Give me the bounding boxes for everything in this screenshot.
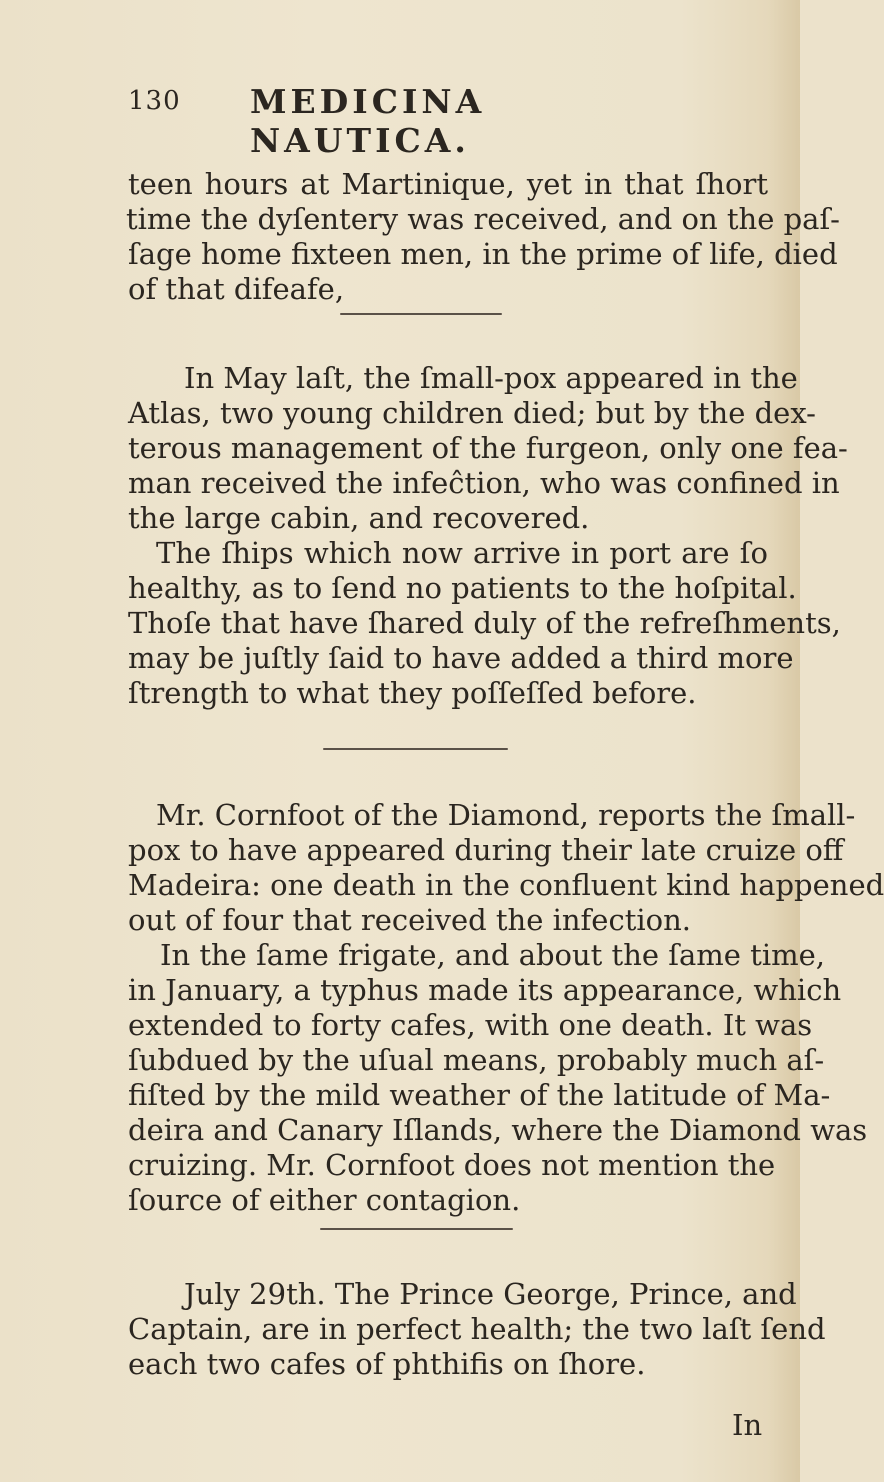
catchword: In [732, 1408, 763, 1442]
paragraph-prince-george [128, 1277, 826, 1382]
text-line: ſage home fixteen men, in the prime of life, died [128, 237, 838, 271]
text-line: fiſted by the mild weather of the latitude of Ma- [128, 1078, 831, 1112]
text-line: time the dyſentery was received, and on the paſ- [126, 202, 840, 236]
text-line: Mr. Cornfoot of the Diamond, reports the ſmall- [156, 798, 856, 832]
text-line: ſource of either contagion. [128, 1183, 521, 1217]
text-line: pox to have appeared during their late cruize off [128, 833, 844, 867]
text-line: In May laſt, the ſmall-pox appeared in the [184, 361, 798, 395]
running-title: MEDICINA NAUTICA. [250, 82, 486, 160]
text-line: In the ſame frigate, and about the ſame time, [160, 938, 825, 972]
text-line: terous management of the furgeon, only one fea- [128, 431, 848, 465]
text-line: ſtrength to what they poſſeſſed before. [128, 676, 697, 710]
text-line: man received the infeĉtion, who was confined in [128, 466, 840, 500]
paragraph-ships-healthy [128, 536, 841, 711]
text-line: each two cafes of phthifis on ſhore. [128, 1347, 646, 1381]
text-line: Atlas, two young children died; but by the dex- [128, 396, 816, 430]
text-line: Thoſe that have ſhared duly of the refreſhments, [128, 606, 841, 640]
text-line: healthy, as to ſend no patients to the hoſpital. [128, 571, 797, 605]
text-line: extended to forty cafes, with one death. It was [128, 1008, 813, 1042]
paragraph-atlas [128, 361, 848, 536]
paragraph-diamond-smallpox [128, 798, 884, 938]
text-line: teen hours at Martinique, yet in that ſhort [128, 167, 768, 201]
paragraph-martinique [126, 167, 840, 307]
text-line: Madeira: one death in the confluent kind happened [128, 868, 884, 902]
page-header [128, 78, 688, 160]
text-line: ſubdued by the uſual means, probably much aſ- [128, 1043, 825, 1077]
section-divider [323, 748, 508, 750]
text-line: cruizing. Mr. Cornfoot does not mention the [128, 1148, 776, 1182]
text-line: deira and Canary Iſlands, where the Diamond was [128, 1113, 868, 1147]
text-line: the large cabin, and recovered. [128, 501, 590, 535]
paragraph-typhus [128, 938, 868, 1218]
text-line: of that difeafe, [128, 272, 345, 306]
text-line: in January, a typhus made its appearance, which [128, 973, 842, 1007]
section-divider [340, 313, 502, 315]
text-line: July 29th. The Prince George, Prince, and [184, 1277, 797, 1311]
text-line: may be juſtly ſaid to have added a third more [128, 641, 794, 675]
text-line: The ſhips which now arrive in port are ſo [156, 536, 768, 570]
section-divider [320, 1228, 513, 1230]
text-line: out of four that received the infection. [128, 903, 691, 937]
text-line: Captain, are in perfect health; the two laſt ſend [128, 1312, 826, 1346]
page-number: 130 [128, 86, 181, 116]
